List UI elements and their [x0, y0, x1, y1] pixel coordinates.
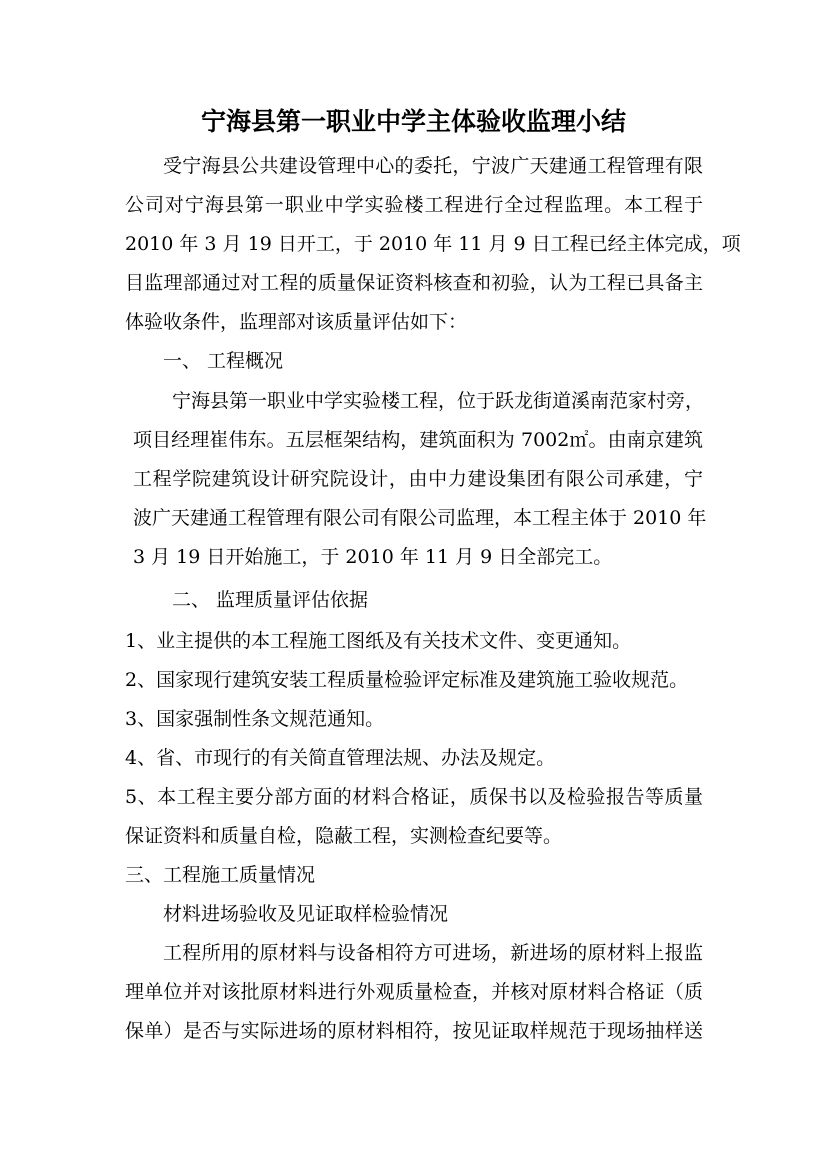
intro-line-4: 目监理部通过对工程的质量保证资料核查和初验，认为工程已具备主	[125, 272, 703, 294]
section-1-line-3: 工程学院建筑设计研究院设计，由中力建设集团有限公司承建，宁	[133, 468, 703, 490]
section-2-item-5: 5、本工程主要分部方面的材料合格证，质保书以及检验报告等质量	[125, 786, 703, 808]
section-3-line-3: 保单）是否与实际进场的原材料相符，按见证取样规范于现场抽样送	[125, 1020, 703, 1042]
section-1-heading: 一、 工程概况	[163, 350, 284, 372]
section-2-item-4: 4、省、市现行的有关简直管理法规、办法及规定。	[125, 747, 556, 769]
section-1-line-2: 项目经理崔伟东。五层框架结构，建筑面积为 7002㎡。由南京建筑	[133, 429, 703, 451]
section-1-line-4: 波广天建通工程管理有限公司有限公司监理，本工程主体于 2010 年	[133, 507, 707, 529]
section-3-line-2: 理单位并对该批原材料进行外观质量检查，并核对原材料合格证（质	[125, 981, 703, 1003]
page-title: 宁海县第一职业中学主体验收监理小结	[200, 107, 626, 136]
section-3-line-1: 工程所用的原材料与设备相符方可进场，新进场的原材料上报监	[163, 942, 703, 964]
section-2-item-1: 1、业主提供的本工程施工图纸及有关技术文件、变更通知。	[125, 630, 632, 652]
section-1-line-1: 宁海县第一职业中学实验楼工程，位于跃龙街道溪南范家村旁，	[172, 390, 705, 412]
intro-line-3: 2010 年 3 月 19 日开工，于 2010 年 11 月 9 日工程已经主体完成，项	[125, 233, 741, 255]
section-2-item-2: 2、国家现行建筑安装工程质量检验评定标准及建筑施工验收规范。	[125, 669, 689, 691]
intro-line-5: 体验收条件，监理部对该质量评估如下：	[125, 311, 468, 333]
intro-line-2: 公司对宁海县第一职业中学实验楼工程进行全过程监理。本工程于	[125, 194, 703, 216]
intro-line-1: 受宁海县公共建设管理中心的委托，宁波广天建通工程管理有限	[163, 155, 703, 177]
section-3-subheading: 材料进场验收及见证取样检验情况	[163, 903, 449, 925]
section-2-item-3: 3、国家强制性条文规范通知。	[125, 708, 385, 730]
section-2-item-5-cont: 保证资料和质量自检，隐蔽工程，实测检查纪要等。	[125, 825, 563, 847]
section-1-line-5: 3 月 19 日开始施工，于 2010 年 11 月 9 日全部完工。	[133, 546, 613, 568]
section-3-heading: 三、工程施工质量情况	[125, 864, 316, 886]
section-2-heading: 二、 监理质量评估依据	[172, 589, 369, 611]
